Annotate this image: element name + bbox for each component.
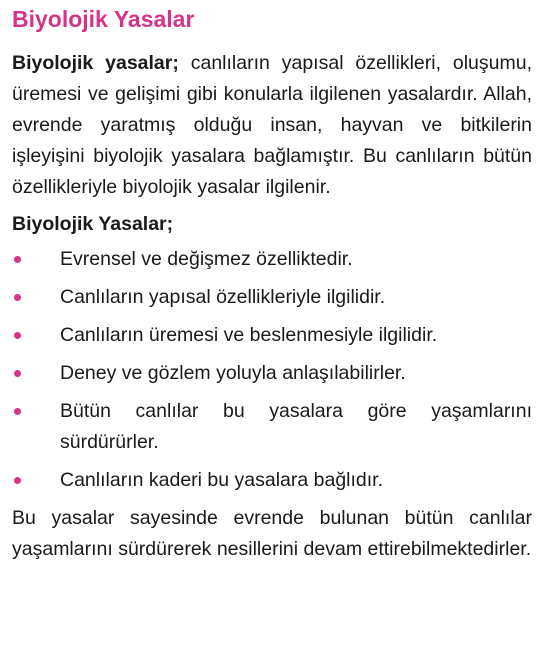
intro-bold-lead: Biyolojik yasalar; bbox=[12, 52, 179, 74]
bullet-dot-icon bbox=[14, 408, 21, 415]
list-item-text: Bütün canlılar bu yasalara göre yaşamlarını sürdürürler. bbox=[60, 400, 532, 453]
list-item bbox=[12, 320, 532, 351]
section-title: Biyolojik Yasalar bbox=[12, 6, 195, 32]
list-item-text: Canlıların kaderi bu yasalara bağlıdır. bbox=[60, 469, 384, 491]
bullet-dot-icon bbox=[14, 477, 21, 484]
list-item bbox=[12, 282, 532, 313]
list-item bbox=[12, 396, 532, 458]
bullet-list bbox=[12, 244, 532, 496]
bullet-dot-icon bbox=[14, 256, 21, 263]
list-item-text: Canlıların yapısal özellikleriyle ilgilidir. bbox=[60, 286, 386, 308]
intro-paragraph bbox=[12, 48, 532, 203]
bullet-dot-icon bbox=[14, 294, 21, 301]
list-item-text: Canlıların üremesi ve beslenmesiyle ilgilidir. bbox=[60, 324, 438, 346]
list-item bbox=[12, 465, 532, 496]
list-subtitle: Biyolojik Yasalar; bbox=[12, 213, 174, 235]
list-item bbox=[12, 244, 532, 275]
bullet-dot-icon bbox=[14, 332, 21, 339]
intro-text: canlıların yapısal özellikleri, oluşumu, üremesi ve gelişimi gibi konularla ilgilenen yasalardır. Allah, evrende yaratmış olduğu insan, hayvan ve bitkilerin işleyişini biyolojik yasalara bağlamıştır. Bu canlıların bütün özellikleriyle biyolojik yasalar ilgilenir. bbox=[12, 52, 532, 198]
list-item-text: Evrensel ve değişmez özelliktedir. bbox=[60, 248, 353, 270]
list-item bbox=[12, 358, 532, 389]
list-item-text: Deney ve gözlem yoluyla anlaşılabilirler. bbox=[60, 362, 406, 384]
bullet-dot-icon bbox=[14, 370, 21, 377]
closing-paragraph: Bu yasalar sayesinde evrende bulunan bütün canlılar yaşamlarını sürdürerek nesillerini devam ettirebilmektedirler. bbox=[12, 507, 532, 560]
